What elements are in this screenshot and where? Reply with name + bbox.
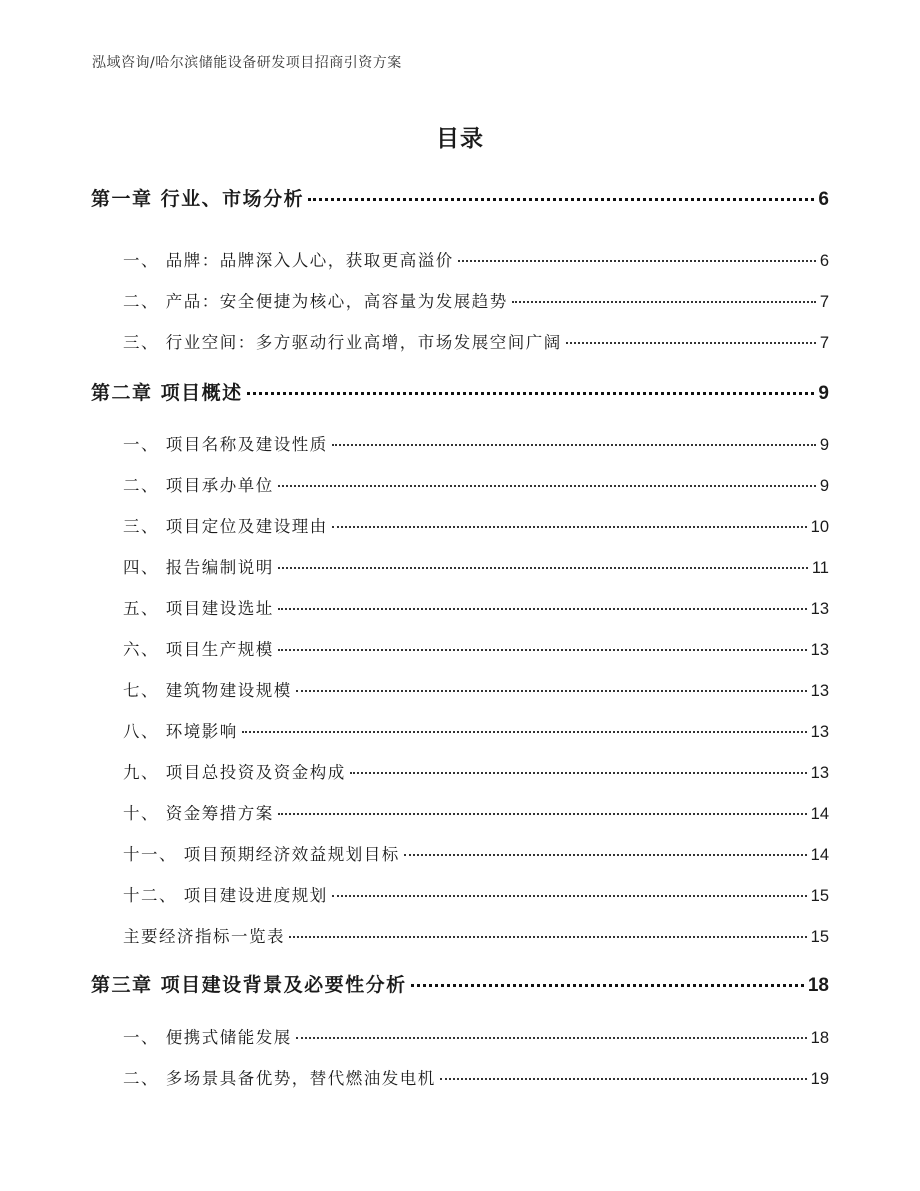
toc-page-number: 13	[810, 723, 829, 741]
toc-section-2-9[interactable]	[123, 759, 829, 783]
toc-page-number: 13	[810, 641, 829, 659]
toc-page-number: 6	[819, 252, 829, 270]
toc-entry-label: 二、 产品：安全便捷为核心，高容量为发展趋势	[123, 292, 508, 311]
toc-entry-label: 四、 报告编制说明	[123, 558, 274, 577]
running-header: 泓域咨询/哈尔滨储能设备研发项目招商引资方案	[92, 55, 402, 71]
toc-entry-label: 三、 项目定位及建设理由	[123, 517, 328, 536]
toc-page-number: 19	[810, 1070, 829, 1088]
toc-page-number: 13	[810, 682, 829, 700]
toc-section-3-2[interactable]	[123, 1065, 829, 1089]
toc-section-2-4[interactable]	[123, 554, 829, 578]
toc-section-1-1[interactable]	[123, 247, 829, 271]
toc-chapter-3[interactable]	[91, 970, 829, 997]
toc-entry-label: 一、 品牌：品牌深入人心，获取更高溢价	[123, 251, 454, 270]
toc-page-number: 7	[819, 293, 829, 311]
toc-leader-dots	[289, 936, 807, 938]
toc-page-number: 6	[818, 189, 829, 210]
toc-leader-dots	[458, 260, 816, 262]
toc-entry-label: 主要经济指标一览表	[123, 927, 285, 946]
toc-entry-label: 六、 项目生产规模	[123, 640, 274, 659]
toc-leader-dots	[332, 895, 807, 897]
toc-leader-dots	[404, 854, 807, 856]
toc-page-number: 15	[810, 887, 829, 905]
toc-section-2-1[interactable]	[123, 431, 829, 455]
toc-entry-label: 一、 便携式储能发展	[123, 1028, 292, 1047]
toc-page-number: 18	[807, 975, 829, 996]
toc-entry-label: 三、 行业空间：多方驱动行业高增，市场发展空间广阔	[123, 333, 562, 352]
toc-page-number: 9	[819, 436, 829, 454]
toc-section-2-7[interactable]	[123, 677, 829, 701]
toc-section-2-2[interactable]	[123, 472, 829, 496]
toc-leader-dots	[350, 772, 807, 774]
toc-section-3-1[interactable]	[123, 1024, 829, 1048]
toc-entry-label: 第二章 项目概述	[91, 382, 243, 404]
toc-section-2-6[interactable]	[123, 636, 829, 660]
toc-section-2-3[interactable]	[123, 513, 829, 537]
toc-page-number: 9	[818, 383, 829, 404]
toc-chapter-2[interactable]	[91, 378, 829, 405]
toc-entry-label: 一、 项目名称及建设性质	[123, 435, 328, 454]
toc-page-number: 9	[819, 477, 829, 495]
toc-entry-label: 十二、 项目建设进度规划	[123, 886, 328, 905]
toc-leader-dots	[278, 813, 807, 815]
toc-entry-label: 二、 多场景具备优势，替代燃油发电机	[123, 1069, 436, 1088]
toc-leader-dots	[278, 567, 808, 569]
toc-entry-label: 十、 资金筹措方案	[123, 804, 274, 823]
toc-section-2-11[interactable]	[123, 841, 829, 865]
toc-page-number: 14	[810, 805, 829, 823]
toc-leader-dots	[308, 198, 814, 201]
toc-leader-dots	[242, 731, 807, 733]
toc-leader-dots	[278, 608, 807, 610]
toc-leader-dots	[411, 984, 804, 987]
toc-entry-label: 第三章 项目建设背景及必要性分析	[91, 974, 407, 996]
toc-entry-label: 七、 建筑物建设规模	[123, 681, 292, 700]
toc-leader-dots	[278, 485, 816, 487]
toc-leader-dots	[278, 649, 807, 651]
toc-section-1-3[interactable]	[123, 329, 829, 353]
toc-page-number: 15	[810, 928, 829, 946]
toc-leader-dots	[247, 392, 815, 395]
toc-leader-dots	[332, 526, 807, 528]
toc-leader-dots	[296, 1037, 807, 1039]
toc-entry-label: 二、 项目承办单位	[123, 476, 274, 495]
toc-entry-label: 第一章 行业、市场分析	[91, 188, 305, 210]
toc-chapter-1[interactable]	[91, 184, 829, 211]
toc-page-number: 7	[819, 334, 829, 352]
toc-section-2-8[interactable]	[123, 718, 829, 742]
toc-page-number: 18	[810, 1029, 829, 1047]
toc-page-number: 10	[810, 518, 829, 536]
toc-leader-dots	[296, 690, 807, 692]
toc-entry-label: 十一、 项目预期经济效益规划目标	[123, 845, 400, 864]
toc-leader-dots	[512, 301, 816, 303]
toc-section-2-12[interactable]	[123, 882, 829, 906]
toc-page-number: 14	[810, 846, 829, 864]
toc-entry-label: 八、 环境影响	[123, 722, 238, 741]
toc-entry-label: 五、 项目建设选址	[123, 599, 274, 618]
toc-page-number: 13	[810, 600, 829, 618]
toc-section-2-5[interactable]	[123, 595, 829, 619]
toc-page-number: 13	[810, 764, 829, 782]
page-title: 目录	[436, 126, 484, 152]
toc-leader-dots	[332, 444, 816, 446]
toc-section-2-10[interactable]	[123, 800, 829, 824]
toc-leader-dots	[440, 1078, 807, 1080]
toc-page-number: 11	[811, 559, 829, 577]
toc-leader-dots	[566, 342, 816, 344]
toc-section-1-2[interactable]	[123, 288, 829, 312]
toc-section-2-table[interactable]	[123, 923, 829, 947]
toc-entry-label: 九、 项目总投资及资金构成	[123, 763, 346, 782]
